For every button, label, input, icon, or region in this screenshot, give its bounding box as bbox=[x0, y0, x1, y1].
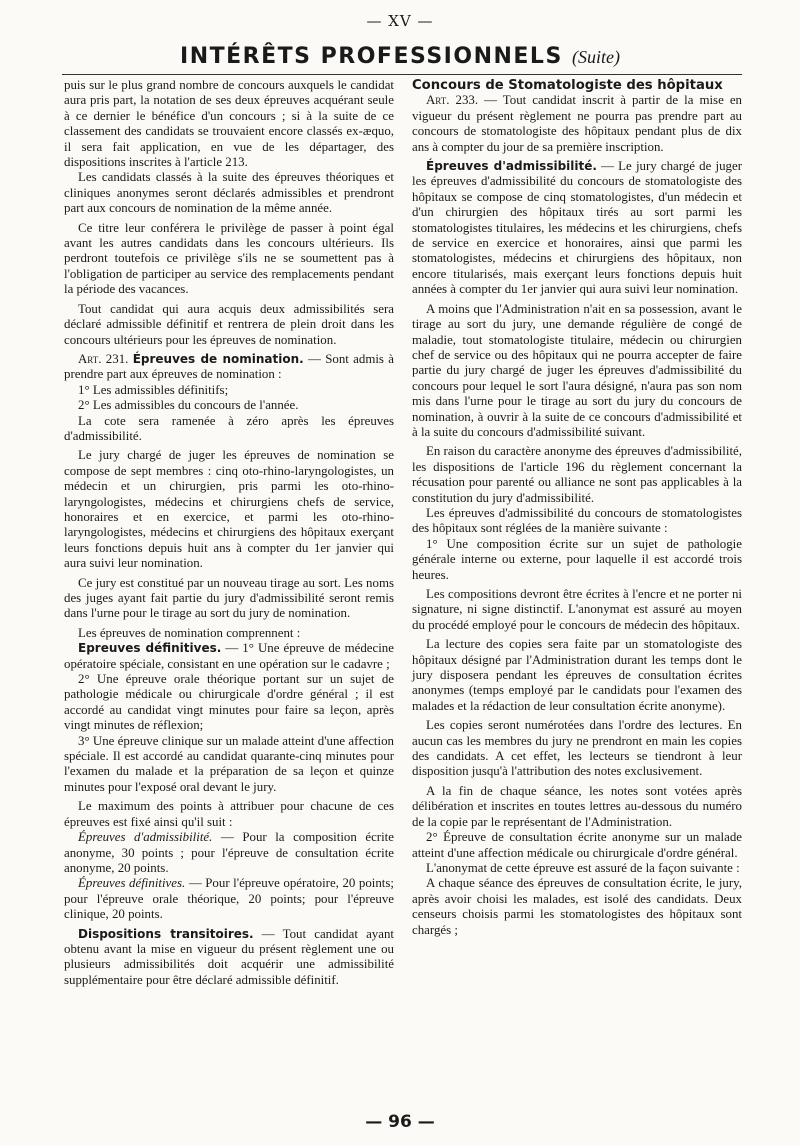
subsection-text: — Le jury chargé de juger les épreuves d'admissibilité du concours de stomatologiste des hôpitaux se compose de cinq stomatologistes, d'un médecin et d'un chirurgien des hôpitaux tirés au sort parmi les stomatologistes titulaires, les médecins et les chirurgiens, chefs de service en exercice et honoraires, ainsi que parmi les stomatologistes, médecins et chirurgiens des hôpitaux, non encore titularisés, mais exerçant leurs fonctions depuis huit années à compter du 1er janvier qui aura suivi leur nomination. bbox=[412, 159, 742, 297]
paragraph: Les candidats classés à la suite des épreuves théoriques et cliniques anonymes seront déclarés admissibles et prendront part aux concours de nomination de la même année. bbox=[64, 170, 394, 216]
section-heading: Concours de Stomatologiste des hôpitaux bbox=[412, 78, 723, 93]
article-text: — Tout candidat inscrit à partir de la mise en vigueur du présent règlement ne pourra pas prendre part au concours de stomatologiste des hôpitaux pendant plus de dix ans à compter du jour de sa première inscription. bbox=[412, 93, 742, 154]
paragraph: La cote sera ramenée à zéro après les épreuves d'admissibilité. bbox=[64, 413, 394, 443]
list-item: 2° Les admissibles du concours de l'année. bbox=[78, 398, 299, 413]
epreuves-definitives bbox=[64, 641, 394, 672]
paragraph: Ce jury est constitué par un nouveau tirage au sort. Les noms des juges ayant fait partie du jury d'admissibilité seront remis dans l'urne pour le tirage au sort du jury de nomination. bbox=[64, 575, 394, 621]
dispositions-transitoires bbox=[64, 927, 394, 989]
italic-heading: Épreuves d'admissibilité. bbox=[78, 830, 213, 845]
list-item: 2° Épreuve de consultation écrite anonyme sur un malade atteint d'une affection médicale ou chirurgicale d'ordre général. bbox=[412, 830, 742, 860]
article-text: — Sont admis à prendre part aux épreuves de nomination : bbox=[64, 351, 394, 382]
paragraph: Les compositions devront être écrites à l'encre et ne porter ni signature, ni signe distinctif. L'anonymat est assuré au moyen du procédé employé pour le concours de médecin des hôpitaux. bbox=[412, 587, 742, 632]
paragraph: L'anonymat de cette épreuve est assuré de la façon suivante : bbox=[426, 860, 740, 875]
paragraph: Le maximum des points à attribuer pour chacune de ces épreuves est fixé ainsi qu'il suit : bbox=[64, 799, 394, 829]
right-column bbox=[412, 78, 742, 938]
paragraph: Les épreuves de nomination comprennent : bbox=[78, 625, 301, 640]
paragraph: En raison du caractère anonyme des épreuves d'admissibilité, les dispositions de l'article 196 du règlement concernant la récusation pour parenté ou alliance ne sont pas applicables à la constitution du jury d'admissibilité. bbox=[412, 444, 742, 505]
list-item: 1° Une composition écrite sur un sujet de pathologie générale interne ou externe, pour laquelle il est accordé trois heures. bbox=[412, 536, 742, 582]
subsection-text: — 1° Une épreuve de médecine opératoire spéciale, consistant en une opération sur le cadavre ; bbox=[64, 641, 394, 671]
subsection-text: — Tout candidat ayant obtenu avant la mise en vigueur du présent règlement une ou plusieurs admissibilités doit acquérir une admissibilité supplémentaire pour être déclaré admissible définitif. bbox=[64, 926, 394, 987]
article-231 bbox=[64, 352, 394, 383]
paragraph: La lecture des copies sera faite par un stomatologiste des hôpitaux désigné par l'Administration durant les temps dont le jury disposera pendant les épreuves de consultation écrites anonymes (temps employé par le candidats pour l'examen des malades et la rédaction de leur consultation écrite anonyme). bbox=[412, 637, 742, 713]
points-text: — Pour l'épreuve opératoire, 20 points; pour l'épreuve orale théorique, 20 points; pour l'épreuve clinique, 20 points. bbox=[64, 876, 394, 922]
paragraph: A chaque séance des épreuves de consultation écrite, le jury, après avoir choisi les malades, est isolé des candidats. Deux censeurs choisis parmi les stomatologistes des hôpitaux sont chargés ; bbox=[412, 876, 742, 937]
list-item: 2° Une épreuve orale théorique portant sur un sujet de pathologie médicale ou chirurgicale d'ordre général ; il est accordé au candidat vingt minutes pour faire sa leçon, après vingt minutes de réflexion; bbox=[64, 672, 394, 733]
paragraph: Ce titre leur conférera le privilège de passer à point égal avant les autres candidats dans les concours ultérieurs. Ils perdront toutefois ce privilège s'ils ne se soumettent pas à l'obligation de participer au service des remplacements pendant la période des vacances. bbox=[64, 220, 394, 297]
paragraph: Le jury chargé de juger les épreuves de nomination se compose de sept membres : cinq oto-rhino-laryngologistes, un médecin et un chirurgien, pris parmi les oto-rhino-laryngologistes, médecins et chirurgiens chefs de service, honoraires et en exercice, et parmi les oto-rhino-laryngologistes, médecins et chirurgiens des hôpitaux exerçant leurs fonctions depuis huit ans à compter du 1er janvier qui aura suivi leur nomination. bbox=[64, 448, 394, 571]
points-admissibilite bbox=[64, 830, 394, 876]
running-title bbox=[0, 44, 800, 69]
list-item: 3° Une épreuve clinique sur un malade atteint d'une affection spéciale. Il est accordé au candidat quarante-cinq minutes pour l'examen du malade et la préparation de sa leçon et quinze minutes pour l'exposé oral devant le jury. bbox=[64, 733, 394, 794]
subsection-heading: Dispositions transitoires. bbox=[78, 926, 254, 941]
paragraph: Tout candidat qui aura acquis deux admissibilités sera déclaré admissible définitif et rentrera de plein droit dans les concours ultérieurs pour les épreuves de nomination. bbox=[64, 301, 394, 347]
article-heading: Épreuves de nomination. bbox=[132, 351, 304, 366]
epreuves-admissibilite bbox=[412, 159, 742, 298]
paragraph: A la fin de chaque séance, les notes sont votées après délibération et inscrites en toutes lettres au-dessous du numéro de la copie par le représentant de l'Administration. bbox=[412, 783, 742, 829]
article-number: Art. 233. bbox=[426, 93, 479, 108]
article-number: Art. 231. bbox=[78, 351, 129, 366]
folio: — XV — bbox=[366, 12, 434, 30]
list-item: 1° Les admissibles définitifs; bbox=[78, 382, 229, 397]
article-233 bbox=[412, 93, 742, 155]
italic-heading: Épreuves définitives. bbox=[78, 876, 186, 891]
page-number: — 96 — bbox=[365, 1112, 435, 1132]
paragraph: puis sur le plus grand nombre de concours auxquels le candidat aura pris part, la notation de ses deux épreuves acquérant seule à ce dernier le bénéfice d'un concours ; si à la suite de ce classement des candidats se trouvaient encore classés ex-æquo, il sera fait application, en vue de les départager, des dispositions inscrites à l'article 213. bbox=[64, 78, 394, 170]
running-title-text: INTÉRÊTS PROFESSIONNELS bbox=[180, 44, 563, 69]
left-column bbox=[64, 78, 394, 988]
header-rule bbox=[62, 74, 742, 75]
paragraph: A moins que l'Administration n'ait en sa possession, avant le tirage au sort du jury, une demande régulière de congé de maladie, tout stomatologiste titulaire, médecin ou chirurgien chef de service ou des hôpitaux qui ne pourra accepter de faire partie du jury chargé de juger les épreuves d'admissibilité du concours pour lequel le sort l'aura désigné, n'aura pas son nom mis dans l'urne pour le tirage au sort du jury du concours de nomination, à ouvrir à la suite de ce concours d'admissibilité et à la suite du concours d'admissibilité suivant. bbox=[412, 301, 742, 439]
running-title-suite: (Suite) bbox=[571, 47, 620, 67]
subsection-heading: Epreuves définitives. bbox=[78, 641, 222, 656]
points-text: — Pour la composition écrite anonyme, 30 points ; pour l'épreuve de consultation écrite anonyme, 20 points. bbox=[64, 830, 394, 875]
points-definitives bbox=[64, 876, 394, 922]
subsection-heading: Épreuves d'admissibilité. bbox=[426, 159, 597, 174]
paragraph: Les copies seront numérotées dans l'ordre des lectures. En aucun cas les membres du jury ne prendront en main les copies des candidats. A cet effet, les lecteurs se tiendront à leur disposition jusqu'à l'attribution des notes exclusivement. bbox=[412, 718, 742, 779]
paragraph: Les épreuves d'admissibilité du concours de stomatologistes des hôpitaux sont réglées de la manière suivante : bbox=[412, 505, 742, 536]
